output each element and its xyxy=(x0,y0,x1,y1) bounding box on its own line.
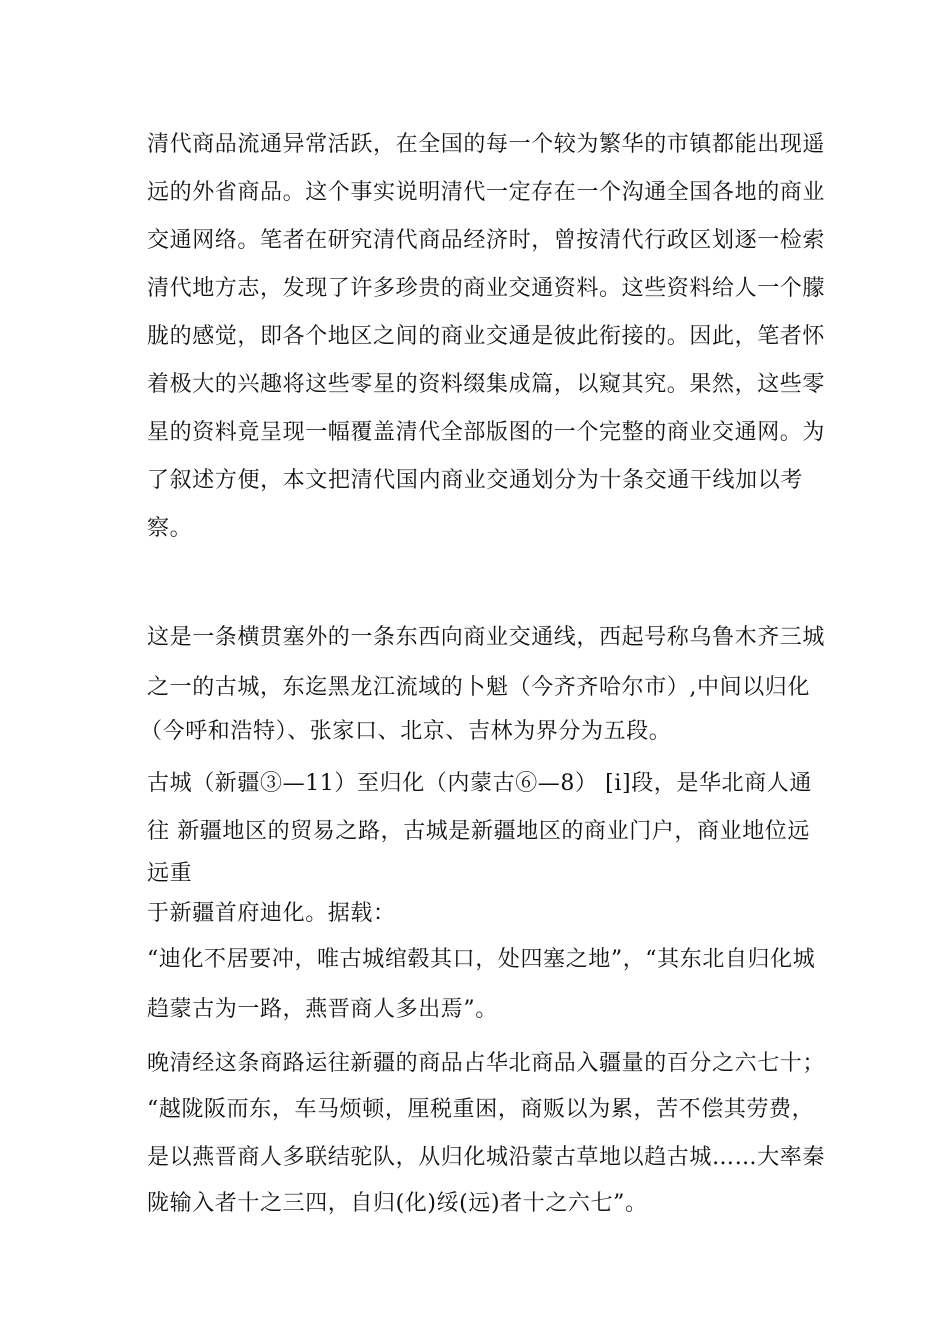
section-line-13: 陇输入者十之三四，自归(化)绥(远)者十之六七”。 xyxy=(147,1191,648,1216)
section-line-5: 往 新疆地区的贸易之路，古城是新疆地区的商业门户，商业地位远 xyxy=(147,819,810,844)
section-line-3: （今呼和浩特）、张家口、北京、吉林为界分为五段。 xyxy=(140,719,672,744)
intro-line-5: 胧的感觉，即各个地区之间的商业交通是彼此衔接的。因此，笔者怀 xyxy=(147,324,826,349)
intro-line-1: 清代商品流通异常活跃，在全国的每一个较为繁华的市镇都能出现遥 xyxy=(147,132,826,157)
section-line-7: 于新疆首府迪化。据载： xyxy=(147,901,396,926)
intro-line-7: 星的资料竟呈现一幅覆盖清代全部版图的一个完整的商业交通网。为 xyxy=(147,420,826,445)
intro-line-2: 远的外省商品。这个事实说明清代一定存在一个沟通全国各地的商业 xyxy=(147,180,826,205)
section-line-1: 这是一条横贯塞外的一条东西向商业交通线，西起号称乌鲁木齐三城 xyxy=(147,625,826,650)
section-line-6: 远重 xyxy=(147,861,193,886)
section-line-11: “越陇阪而东，车马烦顿，厘税重困，商贩以为累，苦不偿其劳费， xyxy=(147,1097,815,1122)
section-line-2: 之一的古城，东迄黑龙江流域的卜魁（今齐齐哈尔市）,中间以归化 xyxy=(147,675,810,700)
intro-line-3: 交通网络。笔者在研究清代商品经济时，曾按清代行政区划逐一检索 xyxy=(147,228,826,253)
intro-line-9: 察。 xyxy=(147,516,193,541)
section-line-4: 古城（新疆③—11）至归化（内蒙古⑥—8） [i]段，是华北商人通 xyxy=(147,771,812,796)
section-line-8: “迪化不居要冲，唯古城绾毂其口，处四塞之地”，“其东北自归化城 xyxy=(147,947,816,972)
section-line-12: 是以燕晋商人多联结驼队，从归化城沿蒙古草地以趋古城……大率秦 xyxy=(147,1145,826,1170)
section-line-9: 趋蒙古为一路，燕晋商人多出焉”。 xyxy=(147,997,498,1022)
section-line-10: 晚清经这条商路运往新疆的商品占华北商品入疆量的百分之六七十； xyxy=(147,1051,826,1076)
intro-line-8: 了叙述方便，本文把清代国内商业交通划分为十条交通干线加以考 xyxy=(147,468,803,493)
intro-line-6: 着极大的兴趣将这些零星的资料缀集成篇，以窥其究。果然，这些零 xyxy=(147,372,826,397)
intro-line-4: 清代地方志，发现了许多珍贵的商业交通资料。这些资料给人一个朦 xyxy=(147,276,826,301)
